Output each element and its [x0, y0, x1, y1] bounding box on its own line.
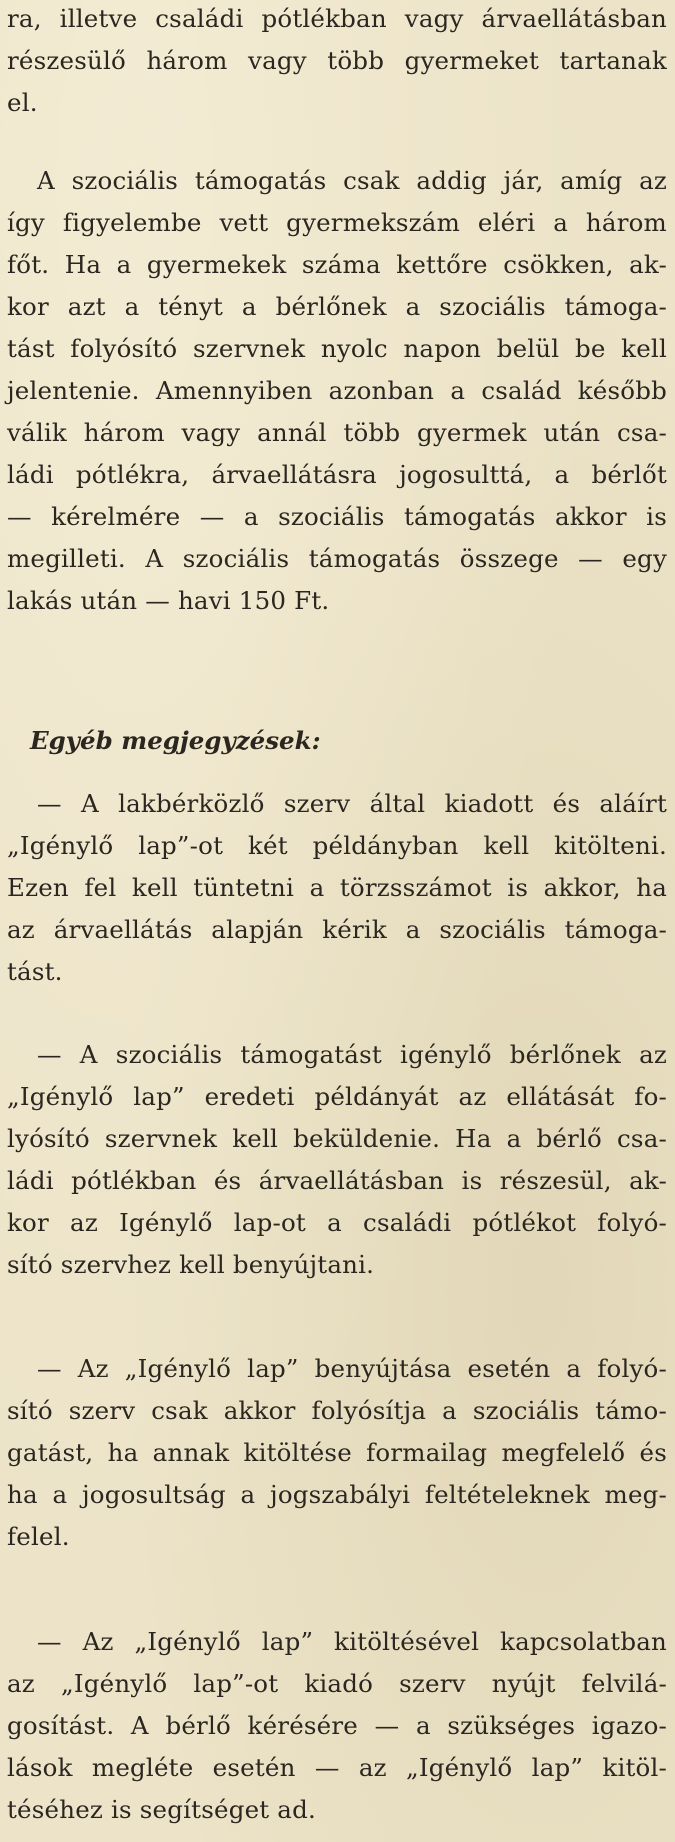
text-line: lások megléte esetén — az „Igénylő lap” kitöl- [7, 1753, 667, 1782]
text-line: felel. [7, 1522, 70, 1551]
text-line: főt. Ha a gyermekek száma kettőre csökken, ak- [7, 250, 667, 279]
text-line: tást folyósító szervnek nyolc napon belül be kell [7, 334, 667, 363]
paragraph-4 [7, 1034, 667, 1286]
text-line: kor azt a tényt a bérlőnek a szociális támoga- [7, 292, 667, 321]
text-line: el. [7, 88, 38, 117]
text-line: Ezen fel kell tüntetni a törzsszámot is akkor, ha [7, 873, 667, 902]
text-line: az „Igénylő lap”-ot kiadó szerv nyújt felvilá- [7, 1669, 667, 1698]
text-line: gatást, ha annak kitöltése formailag megfelelő és [7, 1438, 667, 1467]
text-line: megilleti. A szociális támogatás összege — egy [7, 544, 667, 573]
text-line: az árvaellátás alapján kérik a szociális támoga- [7, 915, 667, 944]
text-line: lyósító szervnek kell beküldenie. Ha a bérlő csa- [7, 1124, 667, 1153]
text-line: ládi pótlékban és árvaellátásban is részesül, ak- [7, 1166, 667, 1195]
text-line: részesülő három vagy több gyermeket tartanak [7, 46, 667, 75]
paragraph-6 [7, 1621, 667, 1831]
text-line: téséhez is segítséget ad. [7, 1795, 316, 1824]
text-line: A szociális támogatás csak addig jár, amíg az [37, 166, 667, 195]
paragraph-1 [7, 0, 667, 124]
text-line: gosítást. A bérlő kérésére — a szükséges igazo- [7, 1711, 667, 1740]
text-line: — A szociális támogatást igénylő bérlőnek az [37, 1040, 667, 1069]
text-line: sító szervhez kell benyújtani. [7, 1250, 375, 1279]
text-line: ládi pótlékra, árvaellátásra jogosulttá, a bérlőt [7, 460, 667, 489]
text-line: — Az „Igénylő lap” benyújtása esetén a folyó- [37, 1354, 667, 1383]
text-line: „Igénylő lap” eredeti példányát az ellátását fo- [7, 1082, 667, 1111]
text-line: jelentenie. Amennyiben azonban a család később [7, 376, 667, 405]
text-line: lakás után — havi 150 Ft. [7, 586, 330, 615]
text-line: „Igénylő lap”-ot két példányban kell kitölteni. [7, 831, 667, 860]
text-line: így figyelembe vett gyermekszám eléri a három [7, 208, 667, 237]
text-line: válik három vagy annál több gyermek után csa- [7, 418, 667, 447]
text-line: — kérelmére — a szociális támogatás akkor is [7, 502, 667, 531]
text-line: ha a jogosultság a jogszabályi feltételeknek meg- [7, 1480, 667, 1509]
text-line: kor az Igénylő lap-ot a családi pótlékot folyó- [7, 1208, 667, 1237]
text-line: tást. [7, 957, 63, 986]
text-line: sító szerv csak akkor folyósítja a szociális támo- [7, 1396, 667, 1425]
text-line: ra, illetve családi pótlékban vagy árvaellátásban [7, 4, 667, 33]
section-heading: Egyéb megjegyzések: [30, 726, 321, 755]
text-line: — A lakbérközlő szerv által kiadott és aláírt [37, 789, 667, 818]
paragraph-2 [7, 160, 667, 622]
paragraph-3 [7, 783, 667, 993]
paragraph-5 [7, 1348, 667, 1558]
text-line: — Az „Igénylő lap” kitöltésével kapcsolatban [37, 1627, 667, 1656]
